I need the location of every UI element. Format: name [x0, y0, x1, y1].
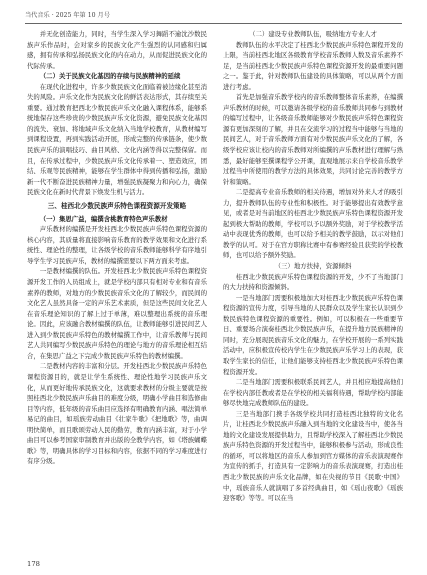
paragraph: 声乐教材的编撰是开发桂西北少数民族声乐特色课程资源的核心内容，其质量将直接影响音乐教育的教学效果和文化进行系统性、理论性的整理，让各级学校的音乐教师能够科学有序地引导学生学习民族声乐，教材的编撰需要以下两方面来考虑。 [27, 225, 207, 265]
paragraph: 一是教材编撰的队伍。开发桂西北少数民族声乐特色课程资源开发工作的人员组成上，就是学校内部只有相对专业和有音乐素养的教师，对地方的少数民族音乐文化的了解较少，而民间的文化艺人虽然具备一定的声乐艺术素质，但是这些民间文化艺人在音乐理论知识的了解上过于单薄，难以整理出系统的音乐理论。因此，应该融合教材编撰的队伍，让教师能够引进民间艺人进入到少数民族声乐特色的教材编撰工作中，让音乐教师与民间艺人共同编写少数民族声乐特色的理论与地方的音乐理论相互结合，在集思广益之下完成少数民族声乐特色的教材编撰。 [27, 267, 207, 360]
header-rule [25, 23, 402, 24]
paragraph: 首先是加强音乐教学校内的音乐教师整体音乐素养，在编撰声乐教材的时候，可以邀请各级学校的音乐教师共同参与到教材的编写过程中，让各级音乐教师能够对少数民族声乐特色课程资源有更加深刻的了解，并且在交流学习的过程当中能够与当地的民间艺人，对于音乐教师方面有对少数民族声乐文化的了解，各级学校应该让校内的音乐教师对所编撰的声乐教材进行理解与熟悉，最好能够至撰课程学公开课，直观地展示来自学校音乐教学过程当中所使用的教学方法的具体效果，共同讨论完善的教学方针和策略。 [223, 93, 403, 186]
paragraph: 二是教材内容的丰富和分层。开发桂西北少数民族声乐特色课程资源目的，就是让学生系统性、理论性地学习民族声乐文化，从而更好地传承民族文化，这就要求教材的分级主要就是按照桂西北少数民族声乐曲目的难度分级，明确小学曲目和选修曲目等内容，低年级的音乐曲目应选择有明确教育内涵、唱法简单易记的曲目，如瑶族劳动曲目《壮家牛歌》《把地歌》等，曲调明快简单，而且歌颂劳动人民的勤劳，教育内涵丰富，对于小学曲目可以参考国家审制教育并出版的全教学内容，如《塔族蝴蝶歌》等，明确具体的学习目标和内容，依据不同的学习难度进行有序分级。 [27, 362, 207, 466]
journal-header: 当代音乐 · 2025 年第 10 月号 [25, 12, 110, 19]
subsection-heading: （一）集思广益，编撰含桃教育特色声乐教材 [39, 214, 168, 223]
paragraph: 二是提高专业音乐教师的相关待遇，增加对外来人才的吸引力，提升教师队伍的专业性和积极性。对于能够提出有效教学意见，或者是对当前地区的桂西北少数民族声乐特色课程资源开发起到极大帮助的教师，学校可以予以额外奖励，对于学校教学活动中表现优秀的教师，也可以给予相关的教学鼓励，以示对他们教学的认可。对于在官方职称比赛中有参赛经验且获奖的学校教师，也可以给予额外奖励。 [223, 188, 403, 260]
subsection-heading: （三）地方扶持，资源倾斜 [274, 262, 352, 271]
paragraph: 在现代化进程中，许多少数民族文化面临着被边缘化甚至消失的风险。声乐文化作为民族文化的鲜活表达形式，其存续至关重要。通过教育把西北少数民族声乐文化融入课程体系，能够系统地保存这些珍贵的少数民族声乐文化资源，避免民族文化基因的流失、衰加、将地域声乐文化纳入当地学校教育，从教材编写到课程设置，再到实践活动开展，形成完整的传承链条，使少数民族声乐的演唱技巧、曲目风格、文化内涵等得以完整保留。而且，在传承过程中，少数民族声乐文化传承着一、塑造效应，团结、乐观等民族精神，能够在学生群体中得到传播和弘扬，激励新一代不断奋进民族精神力量，增强民族凝聚力和向心力，确保民族文化在新时代背景下焕发生机与活力。 [27, 82, 207, 197]
section-heading: 三、桂西北少数民族声乐特色课程资源开发策略 [47, 201, 187, 210]
paragraph: 一是当地部门需要积极地加大对桂西北少数民族声乐特色课程资源的宣传力度，引导当地的人民群众以及学生家长认识到少数民族特色课程资源的重要性。例如，可以积极在一些重要节日、重要场合演奏桂西北少数民族声乐，在提升地方民族精神的同时，充分展现民族音乐文化的魅力，在学校开展的一系列实践活动中，应积极宣传校内学生在少数民族声乐学习上的表现，获取学生家长的信任，让他们能够支持桂西北少数民族声乐特色课程资源开发。 [223, 293, 403, 376]
paragraph: 三是当地部门携手各级学校共同打造桂西北独特的文化名片，让桂西北少数民族声乐融入到当地的文化建设当中，使各当地的文化建设发展提供助力，且帮助学校深入了解桂西北少数民族声乐特色资源的开发过程当中，能够积极参与活动，形成良性的循环，可以将地区的音乐人参加到官方媒体的音乐表演现赛作为宣传的抓手，打造具有一定影响力的音乐表演现赛，打造出桂西北少数民族的声乐文化品牌，如在央视的节目《民歌·中国》中，瑶族音乐人就演唱了多首经典曲目，如《瑶山夜歌》《瑶族迎客歌》等等。可以在当 [223, 409, 403, 503]
paragraph: 桂西北少数民族声乐特色课程资源的开发，少不了当地部门的大力扶持和资源倾斜。 [223, 272, 403, 292]
paragraph: 教师队伍的水平决定了桂西北少数民族声乐特色课程开发的上限，当前桂西北地区各级教育学校音乐教师人数及音乐素养不足，是当前桂西北少数民族声乐特色课程资源开发的最重要问题之一。鉴于此，针对教师队伍建设的具体策略，可以从两个方面进行考虑。 [223, 40, 403, 91]
left-column [27, 29, 207, 559]
subsection-heading: （二）建设专业教师队伍，吸纳地方专业人才 [249, 30, 377, 38]
page-number: 178 [27, 560, 40, 568]
paragraph: 并无化创造能力，同时，当学生深入学习舞蹈不逾沈沙数民族声乐作品时，会对家乡的民族文化产生强烈的认同感和归属感，拥有传承和弘扬民族文化的内在动力，从而促进民族文化的代际传承。 [27, 30, 207, 70]
subsection-heading: （二）关于民族文化基因的存续与民族精神的延续 [39, 72, 181, 81]
right-column [223, 29, 403, 559]
paragraph: 二是当地部门需要积极联系民间艺人，并且相应地提高他们在学校内部任教或者是在学校的相关福利待遇，帮助学校内部能够尽快地完成教师队伍的建设。 [223, 378, 403, 408]
